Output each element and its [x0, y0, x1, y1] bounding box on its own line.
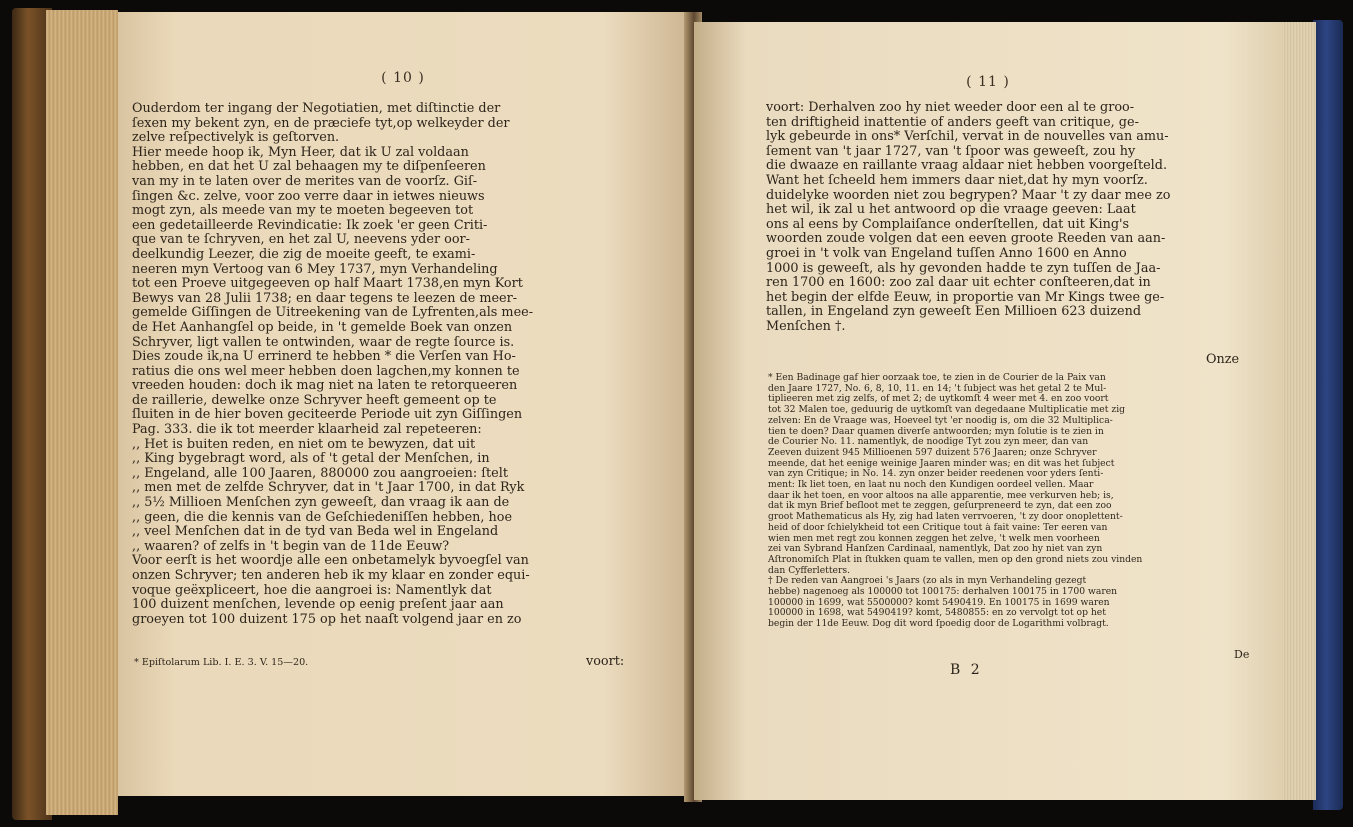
text-line: een gedetailleerde Revindicatie: Ik zoek 'er geen Criti- [132, 218, 488, 233]
footnote-line: zelven: En de Vraage was, Hoeveel tyt 'er noodig is, om die 32 Multiplica- [768, 415, 1113, 426]
text-line: zelve reſpectivelyk is geſtorven. [132, 131, 340, 146]
text-line: de Het Aanhangſel op beide, in 't gemelde Boek van onzen [132, 320, 513, 335]
text-line: Bewys van 28 Julii 1738; en daar tegens te leezen de meer- [132, 291, 518, 306]
page-edges-right [1280, 22, 1316, 800]
text-line: ons al eens by Complaiſance onderſtellen, dat uit King's [766, 217, 1130, 232]
text-line: ,, 5½ Millioen Menſchen zyn geweeſt, dan vraag ik aan de [132, 496, 510, 511]
footnote-line: hebbe) nagenoeg als 100000 tot 100175: derhalven 100175 in 1700 waren [768, 587, 1118, 598]
footnote-line: 100000 in 1698, wat 5490419? komt, 5480855: en zo vervolgt tot op het [768, 608, 1106, 619]
text-line: Hier meede hoop ik, Myn Heer, dat ik U zal voldaan [132, 145, 469, 160]
footnote-line: Zeeven duizent 945 Millioenen 597 duizent 576 Jaaren; onze Schryver [768, 447, 1097, 458]
text-line: voque geëxpliceert, hoe die aangroei is: Namentlyk dat [132, 583, 492, 598]
text-line: ,, waaren? of zelfs in 't begin van de 11de Eeuw? [132, 539, 450, 554]
text-line: ten driftigheid inattentie of anders geeft van critique, ge- [766, 115, 1139, 130]
footnote-line: van zyn Critique; in No. 14. zyn onzer beider reedenen voor yders ſenti- [768, 469, 1104, 480]
footnote-line: dat ik myn Brief beſloot met te zeggen, geſurpreneerd te zyn, dat een zoo [768, 501, 1112, 512]
footnote-line: heid of door ſchielykheid tot een Critique tout à fait vaine: Ter eeren van [768, 522, 1108, 533]
text-line: ,, veel Menſchen dat in de tyd van Beda wel in Engeland [132, 525, 499, 540]
text-line: Want het ſcheeld hem immers daar niet,dat hy myn voorſz. [766, 173, 1148, 188]
footnote-line: tot 32 Malen toe, geduurig de uytkomſt van degedaane Multiplicatie met zig [768, 405, 1126, 416]
left-page-body [132, 102, 642, 627]
text-line: hebben, en dat het U zal behaagen my te diſpenſeeren [132, 160, 486, 175]
page-number-right: ( 11 ) [966, 74, 1010, 90]
signature-mark: B 2 [950, 662, 983, 678]
text-line: ,, Engeland, alle 100 Jaaren, 880000 zou aangroeien: ſtelt [132, 466, 508, 481]
text-line: ,, men met de zelfde Schryver, dat in 't Jaar 1700, in dat Ryk [132, 481, 525, 496]
text-line: que van te ſchryven, en het zal U, neevens yder oor- [132, 233, 470, 248]
text-line: mogt zyn, als meede van my te moeten begeeven tot [132, 204, 474, 219]
footnote-line: dan Cyfferletters. [768, 565, 850, 576]
text-line: Dies zoude ik,na U errinerd te hebben * die Verſen van Ho- [132, 350, 516, 365]
text-line: 1000 is geweeſt, als hy gevonden hadde te zyn tuſſen de Jaa- [766, 261, 1161, 276]
footnote-line: tien te doen? Daar quamen diverſe antwoorden; myn ſolutie is te zien in [768, 426, 1104, 437]
text-line: onzen Schryver; ten anderen heb ik my klaar en zonder equi- [132, 569, 530, 583]
footnote-line: groot Mathematicus als Hy, zig had laten verrvoeren, 't zy door onoplettent- [768, 512, 1123, 523]
text-line: het wil, ik zal u het antwoord op die vraage geeven: Laat [766, 203, 1136, 218]
right-page [694, 22, 1282, 800]
left-page [118, 12, 688, 796]
text-line: deelkundig Leezer, die zig de moeite geeft, te exami- [132, 247, 476, 262]
text-line: groei in 't volk van Engeland tuſſen Anno 1600 en Anno [766, 246, 1127, 261]
footnote-line: ment: Ik liet toen, en laat nu noch den Kundigen oordeel vellen. Maar [768, 480, 1094, 491]
text-line: van my in te laten over de merites van de voorſz. Giſ- [132, 174, 478, 189]
right-page-body [766, 101, 1254, 335]
footnote-line: 100000 in 1699, wat 5500000? komt 5490419. En 100175 in 1699 waren [768, 597, 1110, 608]
text-line: ſluiten in de hier boven geciteerde Periode uit zyn Giſſingen [132, 408, 523, 423]
catchword-left: voort: [586, 654, 625, 669]
text-line: groeyen tot 100 duizent 175 op het naaſt volgend jaar en zo [132, 612, 522, 627]
footnote-line: zei van Sybrand Hanſzen Cardinaal, namentlyk, Dat zoo hy niet van zyn [768, 544, 1103, 555]
footnote-line: tiplieeren met zig zelfs, of met 2; de uytkomſt 4 weer met 4. en zoo voort [768, 394, 1109, 405]
page-number-left: ( 10 ) [381, 70, 425, 86]
text-line: Voor eerſt is het woordje alle een onbetamelyk byvoegſel van [132, 554, 529, 569]
text-line: ratius die ons wel meer hebben doen lagchen,my konnen te [132, 364, 520, 379]
text-line: ſexen my bekent zyn, en de præciefe tyt,op welkeyder der [132, 116, 510, 131]
footnote-line: † De reden van Aangroei 's Jaars (zo als in myn Verhandeling gezegt [768, 576, 1087, 587]
footnote-line: daar ik het toen, en voor altoos na alle apparentie, mee verkurven heb; is, [768, 490, 1114, 501]
text-line: woorden zoude volgen dat een eeven groote Reeden van aan- [766, 232, 1166, 247]
text-line: lyk gebeurde in ons* Verſchil, vervat in de nouvelles van amu- [766, 130, 1169, 145]
text-line: die dwaaze en raillante vraag aldaar niet hebben voorgeſteld. [766, 159, 1168, 174]
footnote-line: wien men met regt zou konnen zeggen het zelve, 't welk men voorheen [768, 533, 1100, 544]
catchword-right-bottom: De [1234, 648, 1250, 661]
text-line: Schryver, ligt vallen te ontwinden, waar de regte ſource is. [132, 335, 515, 350]
text-line: ,, Het is buiten reden, en niet om te bewyzen, dat uit [132, 437, 476, 452]
text-line: ſingen &c. zelve, voor zoo verre daar in ietwes nieuws [132, 189, 485, 204]
text-line: 100 duizent menſchen, levende op eenig preſent jaar aan [132, 598, 504, 613]
footnote-line: begin der 11de Eeuw. Dog dit word ſpoedig door de Logarithmi volbragt. [768, 619, 1109, 630]
text-line: voort: Derhalven zoo hy niet weeder door een al te groo- [766, 101, 1135, 115]
page-edges-left [46, 10, 118, 815]
text-line: tot een Proeve uitgegeeven op half Maart 1738,en myn Kort [132, 277, 523, 292]
text-line: duidelyke woorden niet zou begrypen? Maar 't zy daar mee zo [766, 188, 1171, 203]
footnote-line: meende, dat het eenige weinige Jaaren minder was; en dit was het ſubject [768, 458, 1115, 469]
footnote-line: * Een Badinage gaf hier oorzaak toe, te zien in de Courier de la Paix van [768, 373, 1106, 383]
text-line: ,, geen, die die kennis van de Geſchiedeniſſen hebben, hoe [132, 510, 513, 525]
text-line: ren 1700 en 1600: zoo zal daar uit echter conſteeren,dat in [766, 276, 1151, 291]
text-line: Menſchen †. [766, 319, 846, 334]
book-binding-right [1313, 20, 1343, 810]
text-line: de raillerie, dewelke onze Schryver heeft gemeent op te [132, 393, 497, 408]
text-line: ſement van 't jaar 1727, van 't ſpoor was geweeſt, zou hy [766, 144, 1136, 159]
catchword-right-top: Onze [1206, 352, 1240, 367]
text-line: Pag. 333. die ik tot meerder klaarheid zal repeteeren: [132, 423, 482, 438]
text-line: ,, King bygebragt word, als of 't getal der Menſchen, in [132, 452, 490, 467]
text-line: tallen, in Engeland zyn geweeſt Een Millioen 623 duizend [766, 305, 1142, 320]
text-line: Ouderdom ter ingang der Negotiatien, met diſtinctie der [132, 102, 501, 116]
footnote-line: de Courier No. 11. namentlyk, de noodige Tyt zou zyn meer, dan van [768, 437, 1089, 448]
text-line: het begin der elfde Eeuw, in proportie van Mr Kings twee ge- [766, 290, 1165, 305]
text-line: neeren myn Vertoog van 6 Mey 1737, myn Verhandeling [132, 262, 498, 277]
text-line: vreeden houden: doch ik mag niet na laten te retorqueeren [132, 379, 518, 394]
text-line: gemelde Giſſingen de Uitreekening van de Lyfrenten,als mee- [132, 306, 534, 321]
footnote-left: * Epiſtolarum Lib. I. E. 3. V. 15—20. [134, 657, 309, 668]
footnote-line: den Jaare 1727, No. 6, 8, 10, 11. en 14; 't ſubject was het getal 2 te Mul- [768, 383, 1107, 394]
footnote-line: Aſtronomiſch Plat in ſtukken quam te vallen, men op den grond niets zou vinden [768, 554, 1143, 565]
right-page-footnotes [768, 373, 1254, 630]
